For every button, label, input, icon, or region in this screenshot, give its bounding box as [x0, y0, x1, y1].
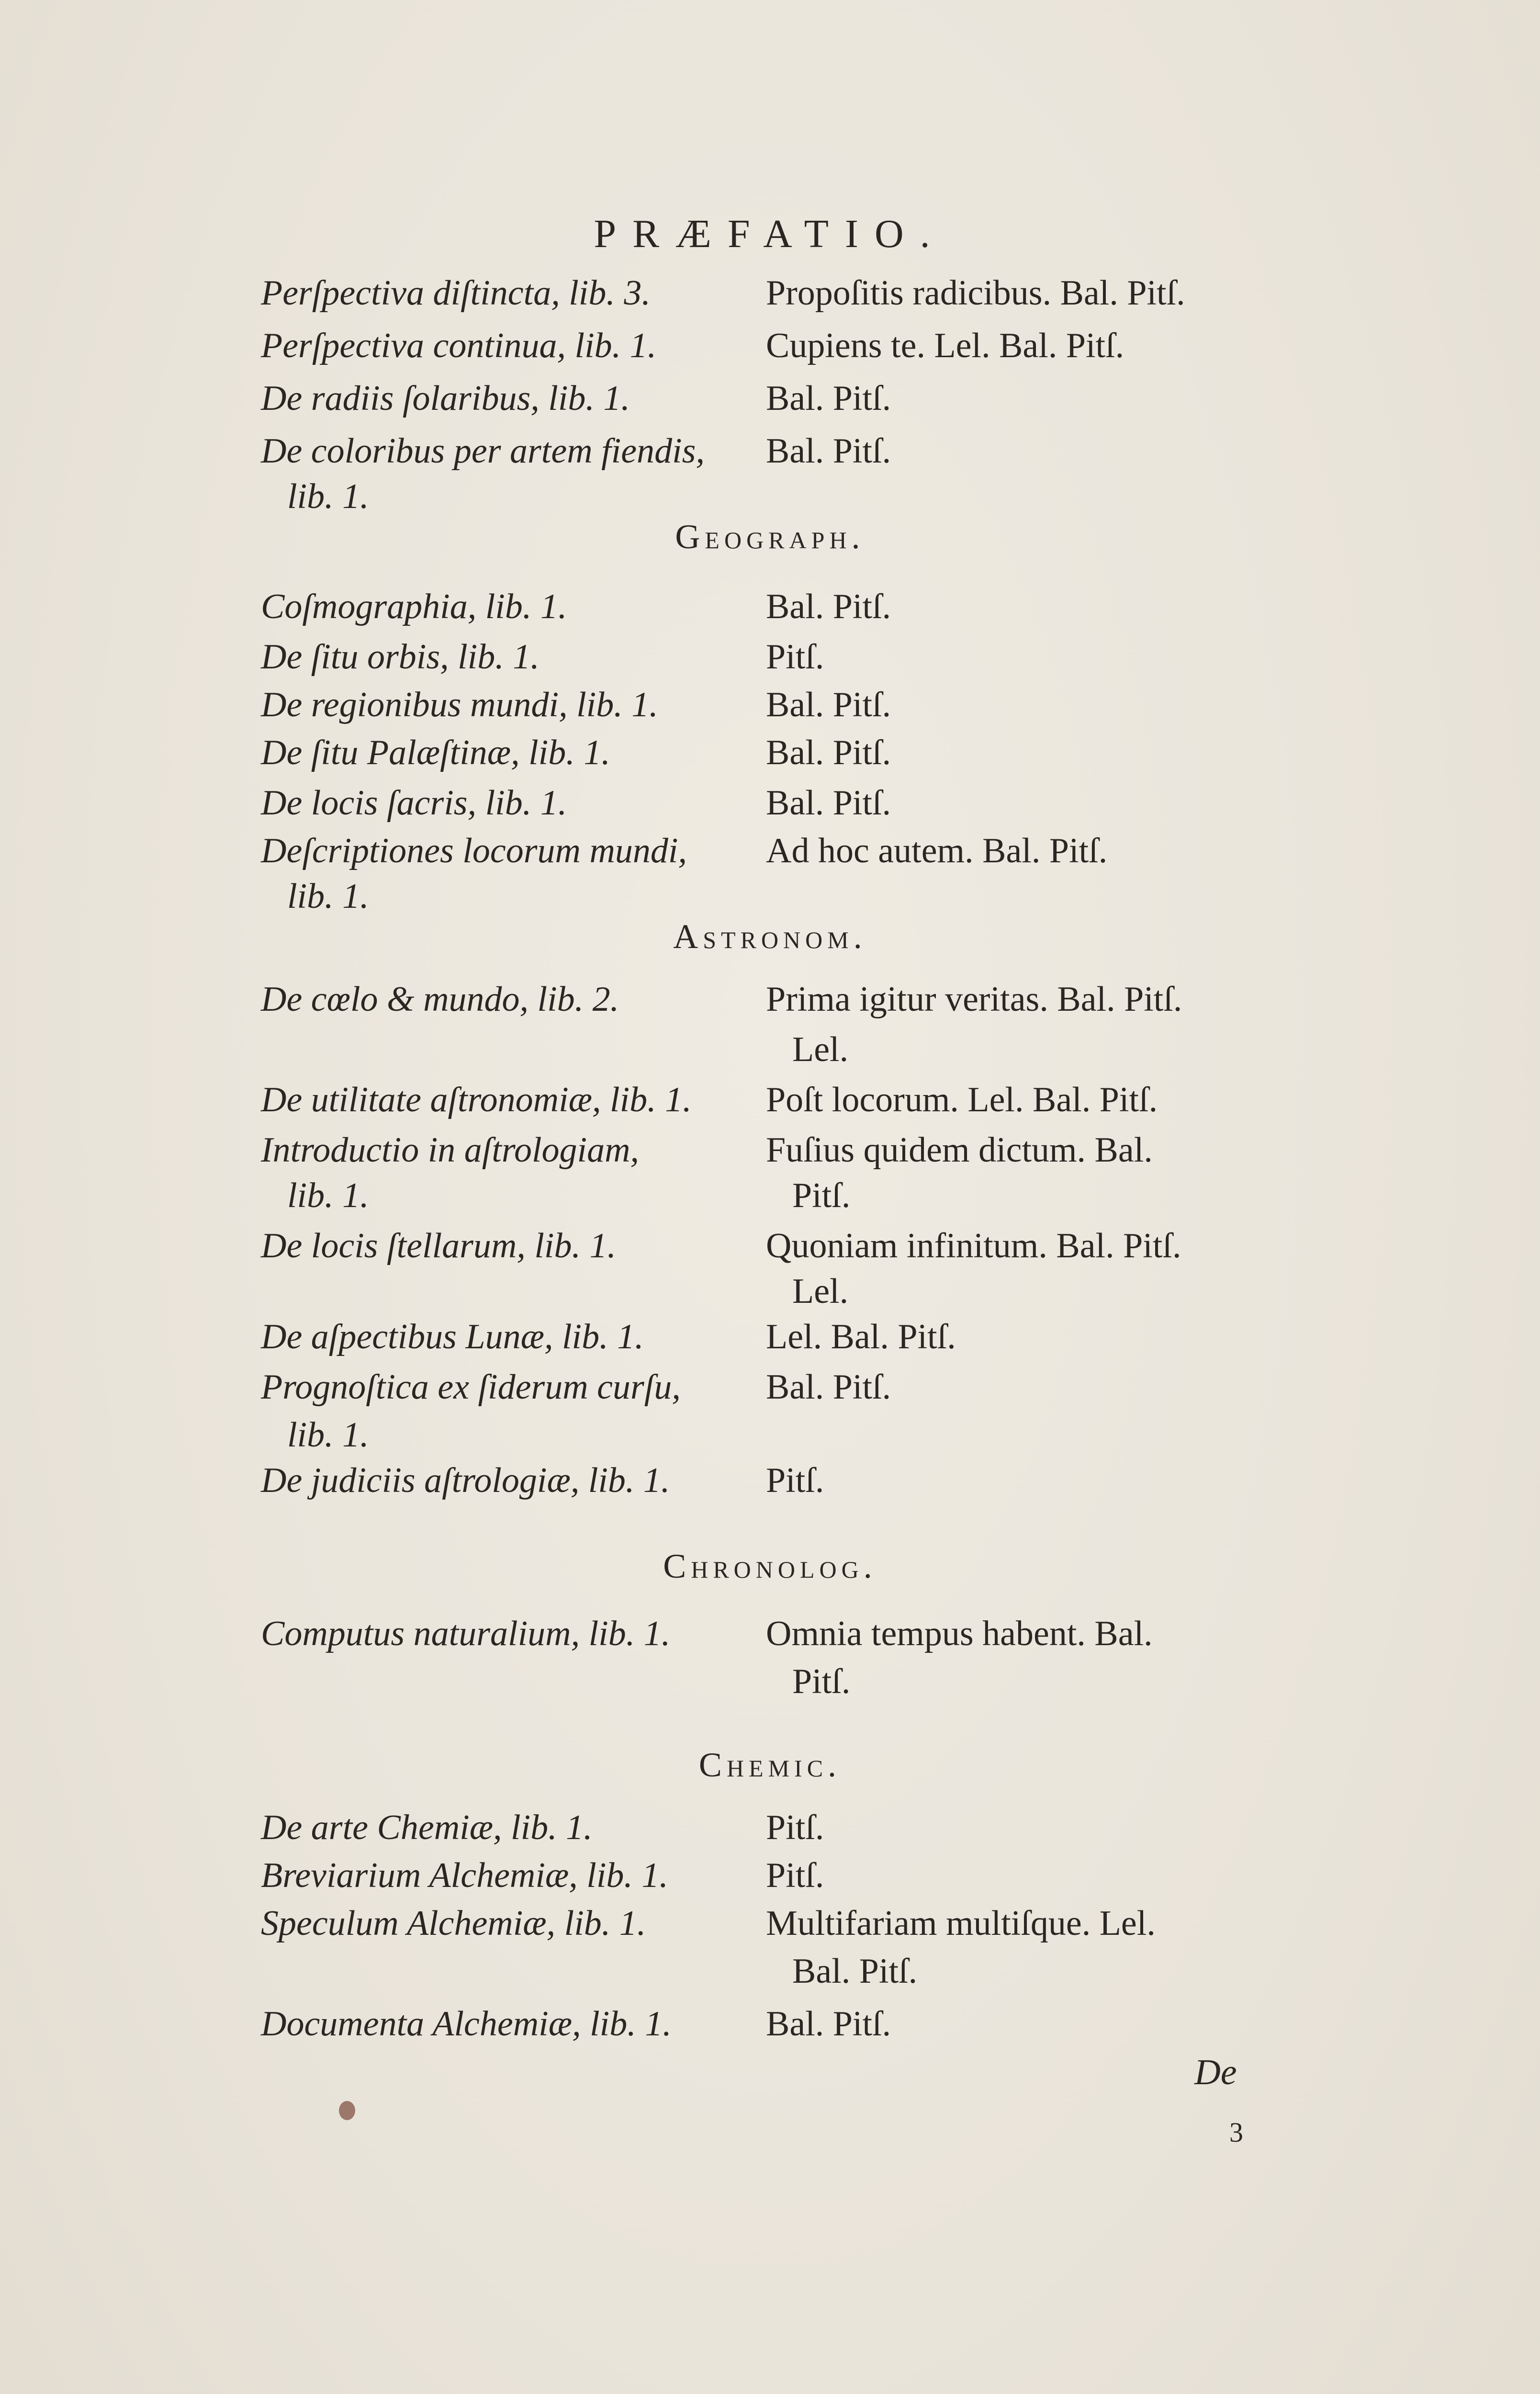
entry-title: De ſitu Palæſtinæ, lib. 1.	[261, 733, 610, 772]
entry-title: lib. 1.	[287, 477, 369, 516]
entry-source: Lel.	[792, 1030, 849, 1069]
entry-title: De locis ſtellarum, lib. 1.	[261, 1226, 616, 1265]
entry-source: Pitſ.	[792, 1662, 851, 1701]
section-heading-chemic: Chemic.	[698, 1746, 842, 1784]
entry-title: De coloribus per artem fiendis,	[261, 431, 705, 471]
entry-title: De aſpectibus Lunæ, lib. 1.	[261, 1317, 644, 1356]
signature-mark: 3	[1229, 2117, 1243, 2148]
entry-source: Bal. Pitſ.	[766, 587, 891, 626]
entry-title: Breviarium Alchemiæ, lib. 1.	[261, 1856, 668, 1895]
entry-source: Bal. Pitſ.	[766, 733, 891, 772]
entry-title: lib. 1.	[287, 1176, 369, 1215]
entry-title: Documenta Alchemiæ, lib. 1.	[261, 2004, 672, 2044]
entry-source: Omnia tempus habent. Bal.	[766, 1614, 1153, 1653]
entry-title: De regionibus mundi, lib. 1.	[261, 685, 658, 724]
entry-title: Prognoſtica ex ſiderum curſu,	[261, 1367, 681, 1407]
entry-source: Prima igitur veritas. Bal. Pitſ.	[766, 980, 1182, 1019]
entry-source: Ad hoc autem. Bal. Pitſ.	[766, 831, 1108, 870]
entry-source: Pitſ.	[792, 1176, 851, 1215]
entry-source: Pitſ.	[766, 1856, 824, 1895]
entry-source: Bal. Pitſ.	[792, 1952, 918, 1991]
entry-source: Lel.	[792, 1272, 849, 1311]
entry-title: lib. 1.	[287, 877, 369, 916]
ink-spot	[339, 2101, 355, 2120]
entry-source: Lel. Bal. Pitſ.	[766, 1317, 956, 1356]
entry-title: lib. 1.	[287, 1415, 369, 1455]
entry-source: Pitſ.	[766, 1461, 824, 1500]
entry-source: Bal. Pitſ.	[766, 1367, 891, 1407]
entry-source: Bal. Pitſ.	[766, 431, 891, 471]
entry-title: De locis ſacris, lib. 1.	[261, 783, 567, 823]
entry-source: Bal. Pitſ.	[766, 685, 891, 724]
entry-source: Quoniam infinitum. Bal. Pitſ.	[766, 1226, 1181, 1265]
section-heading-chronolog: Chronolog.	[663, 1547, 877, 1585]
entry-source: Cupiens te. Lel. Bal. Pitſ.	[766, 326, 1124, 365]
entry-title: De radiis ſolaribus, lib. 1.	[261, 379, 630, 418]
entry-title: De ſitu orbis, lib. 1.	[261, 637, 540, 677]
entry-title: Computus naturalium, lib. 1.	[261, 1614, 671, 1653]
entry-source: Propoſitis radicibus. Bal. Pitſ.	[766, 273, 1185, 313]
entry-source: Pitſ.	[766, 637, 824, 677]
entry-source: Pitſ.	[766, 1808, 824, 1847]
section-heading-astronom: Astronom.	[673, 917, 867, 956]
entry-source: Fuſius quidem dictum. Bal.	[766, 1130, 1153, 1170]
entry-title: Introductio in aſtrologiam,	[261, 1130, 640, 1170]
entry-title: Coſmographia, lib. 1.	[261, 587, 567, 626]
page-title: PRÆFATIO.	[594, 212, 946, 256]
entry-source: Poſt locorum. Lel. Bal. Pitſ.	[766, 1080, 1158, 1119]
entry-source: Multifariam multiſque. Lel.	[766, 1904, 1156, 1943]
entry-title: De judiciis aſtrologiæ, lib. 1.	[261, 1461, 670, 1500]
entry-source: Bal. Pitſ.	[766, 379, 891, 418]
entry-title: De arte Chemiæ, lib. 1.	[261, 1808, 593, 1847]
entry-title: De utilitate aſtronomiæ, lib. 1.	[261, 1080, 692, 1119]
entry-title: Perſpectiva diſtincta, lib. 3.	[261, 273, 651, 313]
entry-title: Deſcriptiones locorum mundi,	[261, 831, 687, 870]
entry-title: De cœlo & mundo, lib. 2.	[261, 980, 619, 1019]
entry-title: Speculum Alchemiæ, lib. 1.	[261, 1904, 646, 1943]
catchword: De	[1194, 2052, 1237, 2092]
entry-source: Bal. Pitſ.	[766, 2004, 891, 2044]
section-heading-geograph: Geograph.	[675, 518, 865, 556]
entry-source: Bal. Pitſ.	[766, 783, 891, 823]
entry-title: Perſpectiva continua, lib. 1.	[261, 326, 657, 365]
